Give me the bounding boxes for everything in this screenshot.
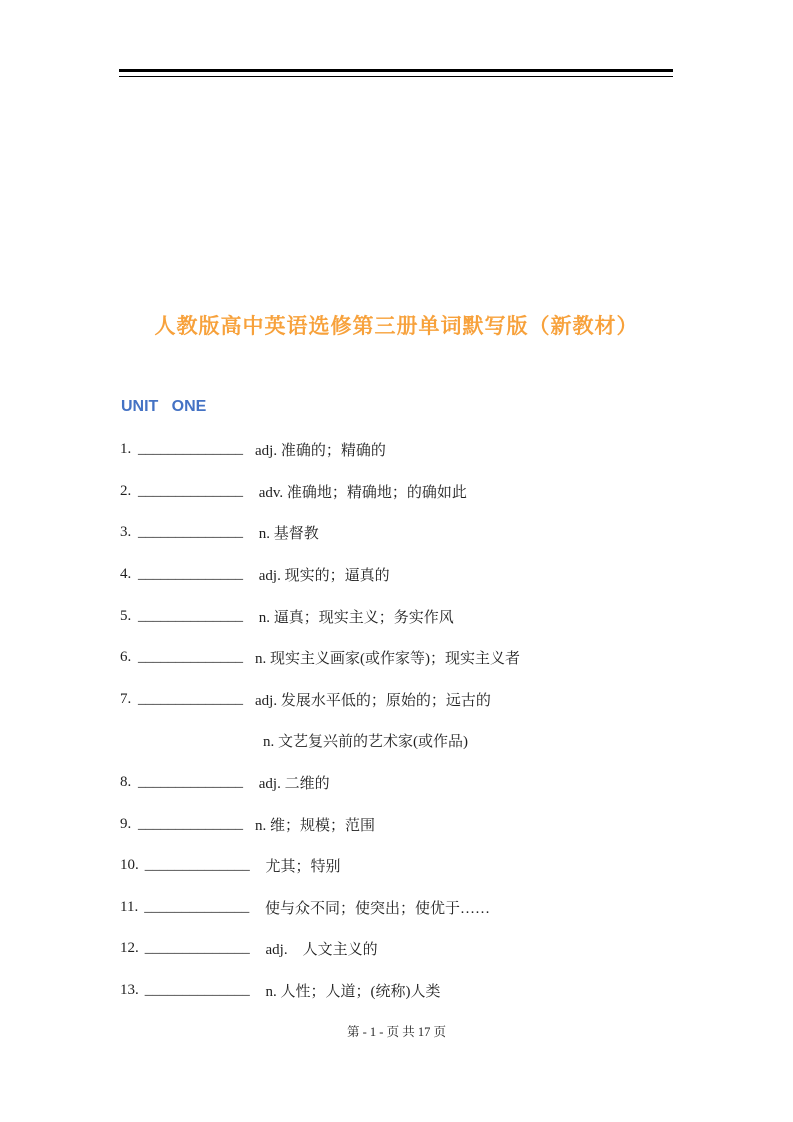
vocab-row <box>120 554 720 596</box>
definition-text: 尤其；特别 <box>261 859 341 876</box>
item-number: 12. <box>120 940 139 957</box>
blank-line: ______________ <box>144 982 250 999</box>
definition-text: adj. 二维的 <box>255 776 330 793</box>
definition-text: n. 逼真；现实主义；务实作风 <box>255 609 454 626</box>
definition-text: n. 维；规模；范围 <box>255 817 376 834</box>
blank-line: ______________ <box>138 815 243 832</box>
vocab-row <box>120 512 720 554</box>
vocab-row <box>120 762 720 804</box>
vocab-row <box>120 595 720 637</box>
item-number: 2. <box>120 482 132 499</box>
definition-text: n. 人性；人道；(统称)人类 <box>261 984 441 1001</box>
definition-text: adj. 人文主义的 <box>261 942 378 959</box>
definition-text: n. 基督教 <box>255 526 319 543</box>
vocab-row-continuation <box>120 720 720 762</box>
unit-heading: UNIT ONE <box>121 398 207 415</box>
item-number: 6. <box>120 649 132 666</box>
item-number: 10. <box>120 857 139 874</box>
vocab-row <box>120 803 720 845</box>
blank-line: ______________ <box>138 690 243 707</box>
vocab-row <box>120 429 720 471</box>
blank-line: ______________ <box>144 898 250 915</box>
blank-line: ______________ <box>144 940 250 957</box>
item-number: 9. <box>120 815 132 832</box>
item-number: 4. <box>120 566 132 583</box>
vocab-list <box>120 429 720 1011</box>
item-number: 3. <box>120 524 132 541</box>
vocab-row <box>120 679 720 721</box>
blank-line: ______________ <box>138 607 243 624</box>
blank-line: ______________ <box>138 566 243 583</box>
vocab-row <box>120 928 720 970</box>
blank-line: ______________ <box>138 774 243 791</box>
definition-text: adj. 现实的；逼真的 <box>255 568 390 585</box>
page-footer: 第 - 1 - 页 共 17 页 <box>347 1025 446 1039</box>
vocab-row <box>120 845 720 887</box>
vocab-row <box>120 887 720 929</box>
item-number: 7. <box>120 690 132 707</box>
item-number: 8. <box>120 774 132 791</box>
definition-text: n. 现实主义画家(或作家等)；现实主义者 <box>255 651 520 668</box>
item-number: 1. <box>120 441 132 458</box>
blank-line: ______________ <box>138 524 243 541</box>
definition-text: adj. 准确的；精确的 <box>255 443 386 460</box>
item-number: 13. <box>120 982 139 999</box>
item-number: 5. <box>120 607 132 624</box>
vocab-row <box>120 970 720 1012</box>
blank-line: ______________ <box>138 649 243 666</box>
document-title: 人教版高中英语选修第三册单词默写版（新教材） <box>154 315 639 338</box>
definition-text: adj. 发展水平低的；原始的；远古的 <box>255 692 491 709</box>
definition-text: 使与众不同；使突出；使优于…… <box>261 900 490 917</box>
blank-line: ______________ <box>144 857 250 874</box>
item-number: 11. <box>120 898 139 915</box>
blank-line: ______________ <box>138 441 243 458</box>
vocab-row <box>120 637 720 679</box>
vocab-row <box>120 471 720 513</box>
blank-line: ______________ <box>138 482 243 499</box>
definition-text: adv. 准确地；精确地；的确如此 <box>255 484 467 501</box>
definition-text: n. 文艺复兴前的艺术家(或作品) <box>263 734 468 751</box>
header-double-rule <box>119 69 673 77</box>
